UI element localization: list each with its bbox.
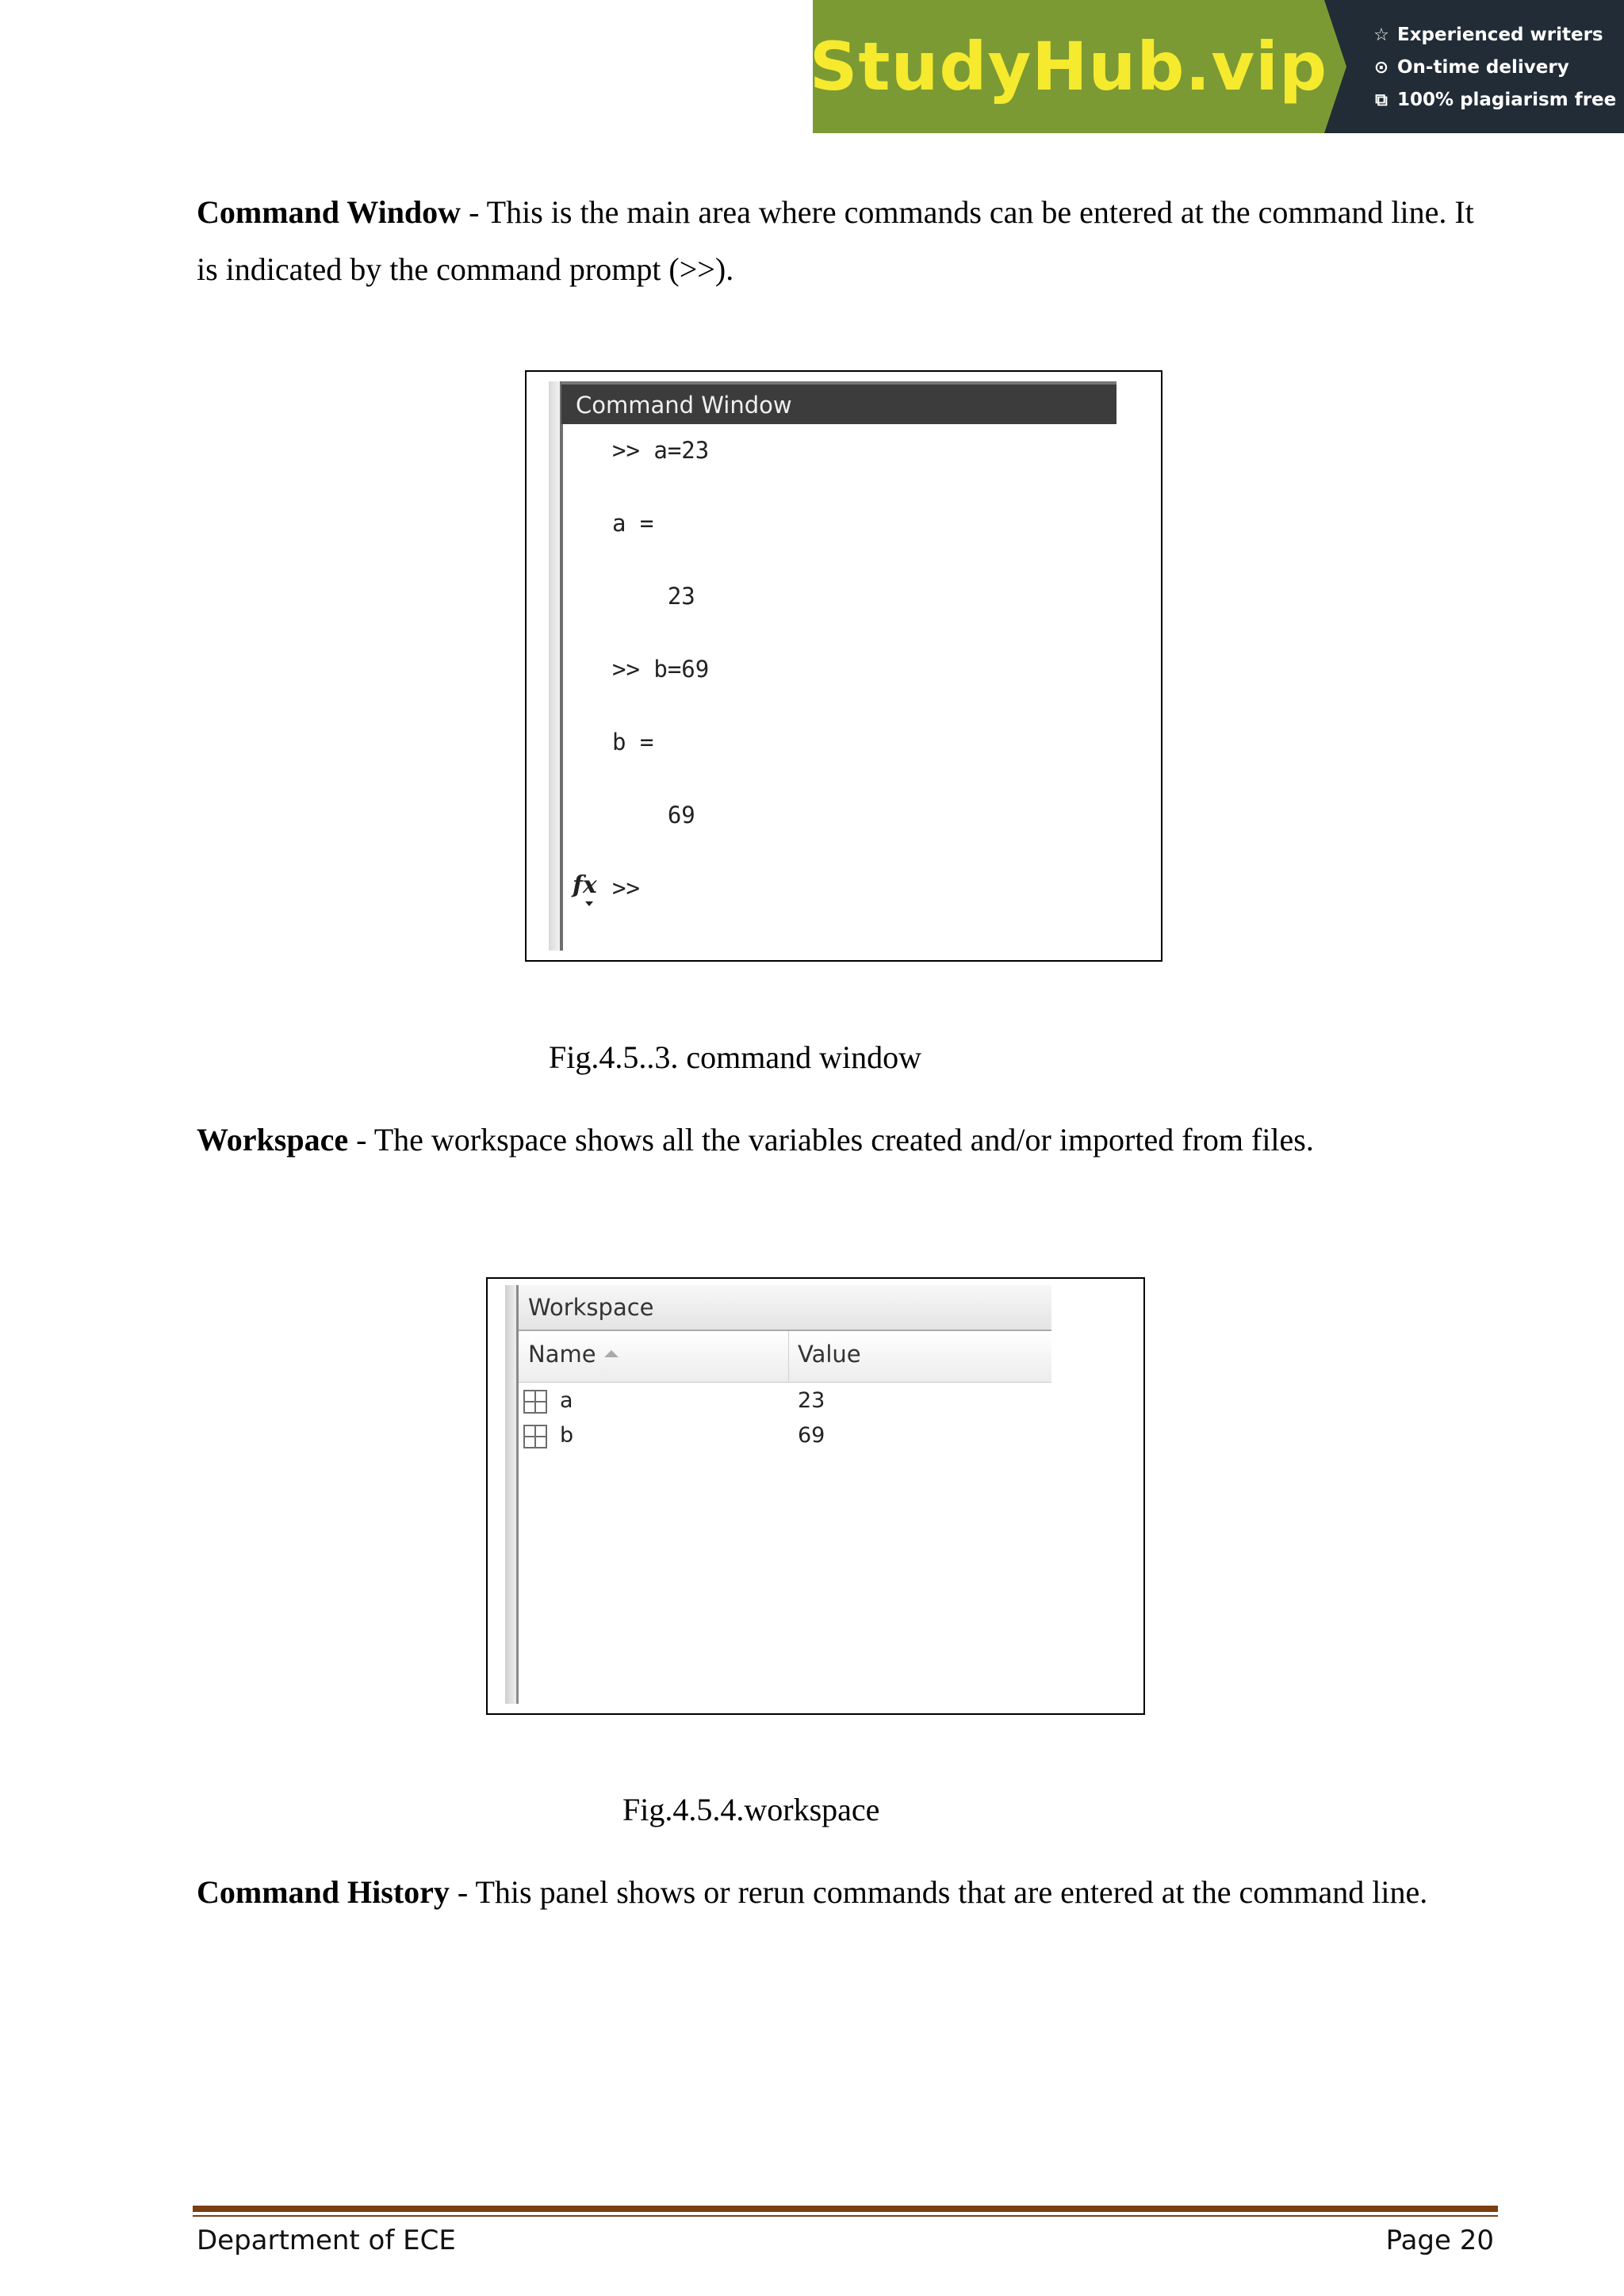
- variable-name: b: [560, 1423, 574, 1448]
- figure-caption-command-window: Fig.4.5..3. command window: [549, 1039, 921, 1075]
- panel-edge: [549, 381, 560, 951]
- workspace-table-header: [519, 1331, 1051, 1383]
- feature-label: Experienced writers: [1397, 25, 1603, 45]
- footer-rule: [193, 2206, 1498, 2212]
- copy-icon: ⧉: [1375, 90, 1388, 110]
- workspace-paragraph: [197, 1112, 1497, 1169]
- table-row: [520, 1422, 1028, 1453]
- command-history-description: - This panel shows or rerun commands that are entered at the command line.: [449, 1874, 1428, 1910]
- banner-features: [1324, 0, 1624, 133]
- function-browser-icon: fx: [573, 871, 597, 899]
- feature-item: [1372, 19, 1624, 52]
- studyhub-banner[interactable]: [809, 0, 1624, 133]
- term-command-window: Command Window: [197, 194, 462, 230]
- star-icon: ☆: [1373, 25, 1389, 45]
- command-window-description: - This is the main area where commands can be entered at the command line. It is indicated by the command prompt (>>).: [197, 194, 1474, 287]
- workspace-figure: [486, 1277, 1145, 1715]
- command-line: >> b=69: [612, 656, 710, 683]
- matrix-variable-icon: [523, 1390, 547, 1414]
- column-separator: [788, 1331, 789, 1382]
- feature-label: On-time delivery: [1397, 57, 1569, 78]
- term-workspace: Workspace: [197, 1122, 349, 1158]
- workspace-titlebar: Workspace: [519, 1285, 1051, 1331]
- matrix-variable-icon: [523, 1425, 547, 1448]
- term-command-history: Command History: [197, 1874, 450, 1910]
- footer-rule-thin: [193, 2215, 1498, 2217]
- output-value: 69: [612, 802, 695, 828]
- output-line: b =: [612, 729, 654, 756]
- command-window-figure: [525, 370, 1162, 962]
- feature-item: [1372, 52, 1624, 84]
- command-line: >> a=23: [612, 437, 710, 464]
- workspace-description: - The workspace shows all the variables created and/or imported from files.: [348, 1122, 1314, 1158]
- feature-item: [1372, 84, 1624, 117]
- variable-name: a: [560, 1388, 573, 1413]
- sort-ascending-icon: [604, 1350, 619, 1357]
- panel-divider: [560, 381, 563, 951]
- output-value: 23: [612, 583, 695, 610]
- footer-department: Department of ECE: [197, 2225, 456, 2256]
- output-line: a =: [612, 510, 654, 537]
- studyhub-logo: StudyHub.vip: [813, 0, 1324, 133]
- column-header-value: Value: [798, 1341, 861, 1368]
- clock-icon: ⊙: [1373, 58, 1389, 78]
- command-window-paragraph: [197, 184, 1497, 298]
- panel-edge: [505, 1285, 516, 1704]
- command-prompt: >>: [612, 874, 640, 901]
- command-window-titlebar: Command Window: [561, 381, 1116, 424]
- command-history-paragraph: [197, 1864, 1497, 1921]
- table-row: [520, 1387, 1028, 1418]
- variable-value: 69: [798, 1423, 825, 1448]
- variable-value: 23: [798, 1388, 825, 1413]
- feature-label: 100% plagiarism free: [1397, 90, 1617, 110]
- column-header-name: Name: [528, 1341, 596, 1368]
- figure-caption-workspace: Fig.4.5.4.workspace: [622, 1792, 880, 1827]
- footer-page-number: Page 20: [1385, 2225, 1494, 2256]
